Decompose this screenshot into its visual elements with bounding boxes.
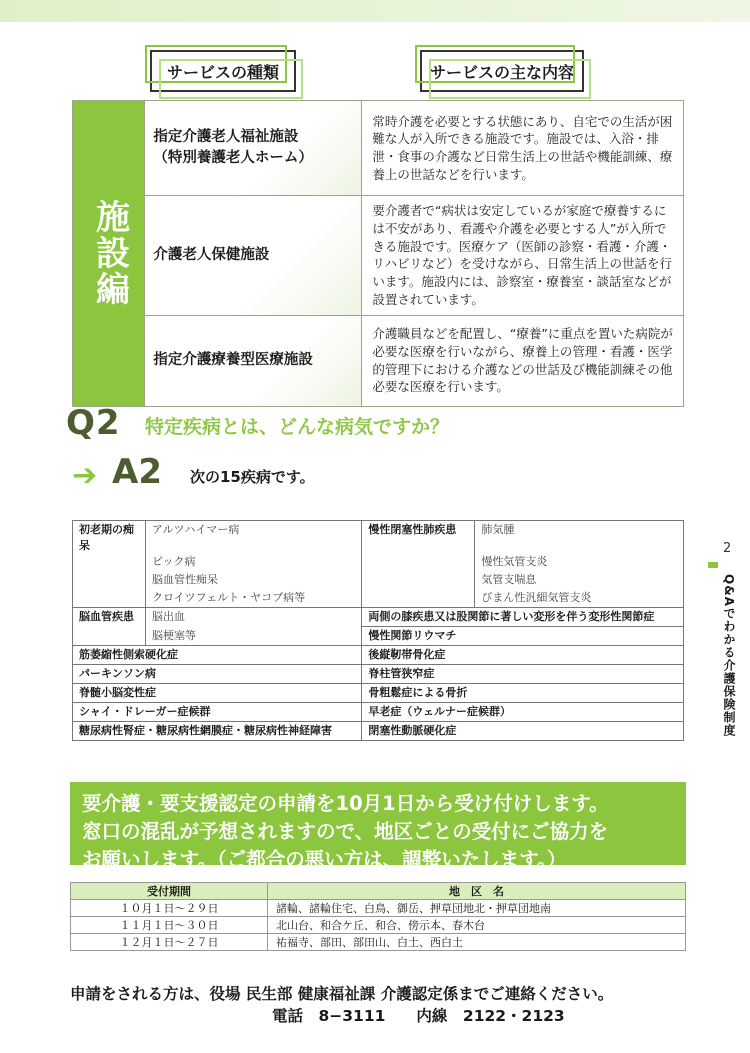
- disease-name: 脊髄小脳変性症: [73, 684, 362, 703]
- side-tab-marker: [708, 562, 718, 568]
- page-number: 2: [723, 541, 732, 556]
- notice-line: 窓口の混乱が予想されますので、地区ごとの受付にご協力を: [82, 820, 609, 843]
- service-description: 常時介護を必要とする状態にあり、自宅での生活が困難な人が入所できる施設です。施設では、入浴・排泄・食事の介護など日常生活上の世話や機能訓練、療養上の世話などを行います。: [362, 101, 684, 196]
- category-label: 施設編: [73, 101, 145, 407]
- disease-row: [73, 684, 684, 703]
- disease-sub: 脳血管性痴呆: [146, 571, 362, 589]
- disease-name: パーキンソン病: [73, 665, 362, 684]
- schedule-row: [71, 900, 686, 917]
- a2-answer: 次の15疾病です。: [190, 468, 315, 486]
- header-service-content-label: サービスの主な内容: [429, 62, 574, 82]
- schedule-area: 北山台、和合ケ丘、和合、傍示本、春木台: [268, 917, 686, 934]
- disease-row: [73, 703, 684, 722]
- schedule-area: 祐福寺、部田、部田山、白土、西白土: [268, 934, 686, 951]
- disease-row: [73, 665, 684, 684]
- service-description: 要介護者で“病状は安定しているが家庭で療養するには不安があり、看護や介護を必要とする人”が入所できる施設です。医療ケア（医師の診察・看護・介護・リハビリなど）を受けながら、日常生活上の世話を行います。施設内には、診察室・療養室・談話室などが設置されています。: [362, 196, 684, 316]
- disease-sub: 脳梗塞等: [146, 627, 362, 646]
- schedule-col-area: 地 区 名: [268, 883, 686, 900]
- schedule-period: １２月１日～２７日: [71, 934, 268, 951]
- schedule-col-period: 受付期間: [71, 883, 268, 900]
- disease-row: [73, 589, 684, 608]
- disease-sub: 気管支喘息: [475, 571, 684, 589]
- a2-label: A2: [112, 452, 162, 492]
- disease-row: [73, 646, 684, 665]
- disease-sub: びまん性汎細気管支炎: [475, 589, 684, 608]
- contact-phone: 電話 8−3111 内線 2122・2123: [272, 1007, 565, 1025]
- service-row: [73, 315, 684, 406]
- disease-name: 早老症（ウェルナー症候群）: [362, 703, 684, 722]
- schedule-table: [70, 882, 686, 951]
- schedule-row: [71, 917, 686, 934]
- q2-label: Q2: [66, 403, 121, 443]
- schedule-header-row: [71, 883, 686, 900]
- disease-name: 脳血管疾患: [73, 608, 146, 627]
- arrow-right-icon: ➔: [72, 458, 98, 493]
- disease-sub: ピック病: [146, 553, 362, 571]
- service-name-line: 指定介護老人福祉施設: [153, 128, 299, 145]
- service-name: [145, 196, 362, 316]
- service-name: [145, 315, 362, 406]
- disease-name: 初老期の痴呆: [73, 521, 146, 554]
- disease-name: 脊柱管狭窄症: [362, 665, 684, 684]
- disease-row: [73, 571, 684, 589]
- header-service-content: [420, 50, 584, 92]
- disease-row: [73, 521, 684, 554]
- disease-sub: クロイツフェルト・ヤコブ病等: [146, 589, 362, 608]
- side-section-title: Q&Aでわかる介護保険制度: [722, 574, 736, 737]
- schedule-period: １１月１日～３０日: [71, 917, 268, 934]
- schedule-period: １０月１日～２９日: [71, 900, 268, 917]
- disease-row: [73, 722, 684, 741]
- disease-row: [73, 608, 684, 627]
- top-band: [0, 0, 750, 22]
- notice-box: [70, 782, 686, 871]
- diseases-table: [72, 520, 684, 741]
- disease-name: 両側の膝疾患又は股関節に著しい変形を伴う変形性関節症: [362, 608, 684, 627]
- service-name-line: （特別養護老人ホーム）: [153, 150, 313, 166]
- notice-line: 要介護・要支援認定の申請を10月1日から受け付けします。: [82, 792, 609, 815]
- service-name-line: 指定介護療養型医療施設: [153, 351, 313, 368]
- schedule-area: 諸輪、諸輪住宅、白鳥、御岳、押草団地北・押草団地南: [268, 900, 686, 917]
- disease-name: 慢性関節リウマチ: [362, 627, 684, 646]
- service-name: [145, 101, 362, 196]
- disease-name: 慢性閉塞性肺疾患: [362, 521, 475, 554]
- disease-sub: 慢性気管支炎: [475, 553, 684, 571]
- contact-text: 申請をされる方は、役場 民生部 健康福祉課 介護認定係までご連絡ください。: [70, 985, 614, 1003]
- disease-name: 閉塞性動脈硬化症: [362, 722, 684, 741]
- disease-name: 筋萎縮性側索硬化症: [73, 646, 362, 665]
- service-row: [73, 101, 684, 196]
- services-table: [72, 100, 684, 407]
- service-description: 介護職員などを配置し、“療養”に重点を置いた病院が必要な医療を行いながら、療養上の管理・看護・医学的管理下における介護などの世話及び機能訓練その他必要な医療を行います。: [362, 315, 684, 406]
- disease-sub: アルツハイマー病: [146, 521, 362, 554]
- disease-name: 後縦靭帯骨化症: [362, 646, 684, 665]
- disease-name: 糖尿病性腎症・糖尿病性網膜症・糖尿病性神経障害: [73, 722, 362, 741]
- header-service-type-label: サービスの種類: [166, 62, 279, 82]
- disease-name: 骨粗鬆症による骨折: [362, 684, 684, 703]
- q2-question: 特定疾病とは、どんな病気ですか？: [145, 416, 450, 438]
- disease-row: [73, 627, 684, 646]
- service-name-line: 介護老人保健施設: [153, 246, 270, 263]
- schedule-row: [71, 934, 686, 951]
- disease-sub: 脳出血: [146, 608, 362, 627]
- disease-sub: 肺気腫: [475, 521, 684, 554]
- disease-row: [73, 553, 684, 571]
- service-row: [73, 196, 684, 316]
- header-service-type: [150, 50, 296, 92]
- disease-name: シャイ・ドレーガー症候群: [73, 703, 362, 722]
- notice-line: お願いします。（ご都合の悪い方は、調整いたします。）: [82, 848, 567, 871]
